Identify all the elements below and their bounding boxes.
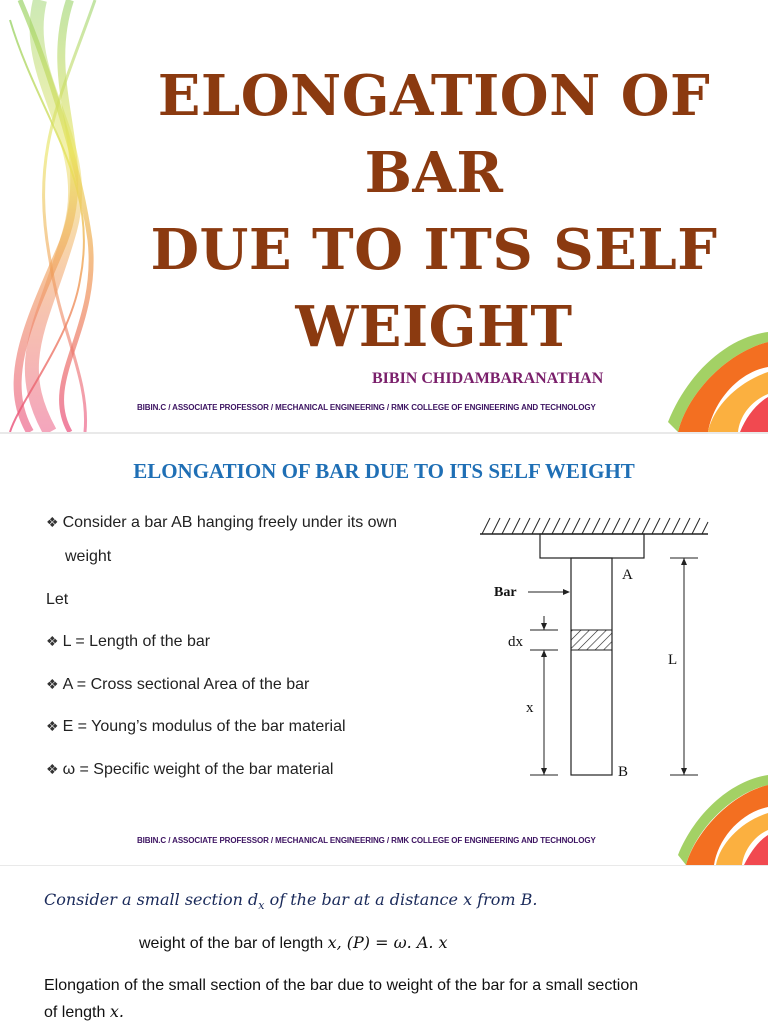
bar-clamp	[540, 534, 644, 558]
title-slide-heading	[100, 58, 768, 366]
diamond-bullet-icon: ❖	[46, 514, 59, 530]
list-item: ❖ Consider a bar AB hanging freely under its own	[46, 514, 397, 531]
decorative-swirl-right	[678, 775, 768, 865]
bar-diagram	[478, 512, 738, 802]
slide-title	[0, 0, 768, 432]
l-label: L	[668, 652, 678, 668]
diamond-bullet-icon: ❖	[46, 718, 59, 734]
author-name: BIBIN CHIDAMBARANATHAN	[372, 370, 604, 387]
title-line-1: ELONGATION OF BAR	[157, 63, 711, 206]
list-item: ❖ L = Length of the bar	[46, 633, 211, 650]
let-label: Let	[46, 591, 69, 608]
slide-derivation	[0, 866, 768, 1024]
small-section-dx	[571, 630, 612, 650]
derivation-line-4: of length x.	[44, 1002, 124, 1021]
footer-text: BIBIN.C / ASSOCIATE PROFESSOR / MECHANICAL ENGINEERING / RMK COLLEGE OF ENGINEERING AND TECHNOLOGY	[137, 836, 596, 845]
x-label: x	[526, 700, 534, 716]
point-a-label: A	[622, 567, 633, 583]
list-item: ❖ A = Cross sectional Area of the bar	[46, 676, 310, 693]
diamond-bullet-icon: ❖	[46, 633, 59, 649]
decorative-ribbon-left	[0, 0, 110, 432]
diamond-bullet-icon: ❖	[46, 761, 59, 777]
l-dimension	[668, 558, 698, 775]
derivation-line-2: weight of the bar of length x, (P) = ω. A. x	[139, 933, 448, 952]
x-dimension	[526, 650, 558, 775]
title-line-2: DUE TO ITS SELF	[150, 217, 718, 283]
dx-label: dx	[508, 634, 523, 650]
ceiling-support	[480, 518, 708, 534]
bar-label: Bar	[494, 585, 517, 600]
derivation-line-1: Consider a small section $d_x$ of the bar at a distance x from B.	[44, 890, 538, 913]
diamond-bullet-icon: ❖	[46, 676, 59, 692]
slide-definitions	[0, 434, 768, 865]
footer-text: BIBIN.C / ASSOCIATE PROFESSOR / MECHANICAL ENGINEERING / RMK COLLEGE OF ENGINEERING AND TECHNOLOGY	[137, 403, 596, 412]
title-line-3: WEIGHT	[295, 294, 573, 360]
derivation-line-3: Elongation of the small section of the bar due to weight of the bar for a small section	[44, 977, 639, 994]
point-b-label: B	[618, 764, 629, 780]
list-item-continuation: weight	[65, 548, 112, 565]
dx-dimension	[508, 616, 558, 662]
bar-body	[571, 558, 612, 775]
list-item: ❖ E = Young’s modulus of the bar material	[46, 718, 346, 735]
decorative-swirl-right	[668, 332, 768, 432]
slide-heading: ELONGATION OF BAR DUE TO ITS SELF WEIGHT	[133, 459, 635, 483]
list-item: ❖ ω = Specific weight of the bar material	[46, 761, 334, 778]
